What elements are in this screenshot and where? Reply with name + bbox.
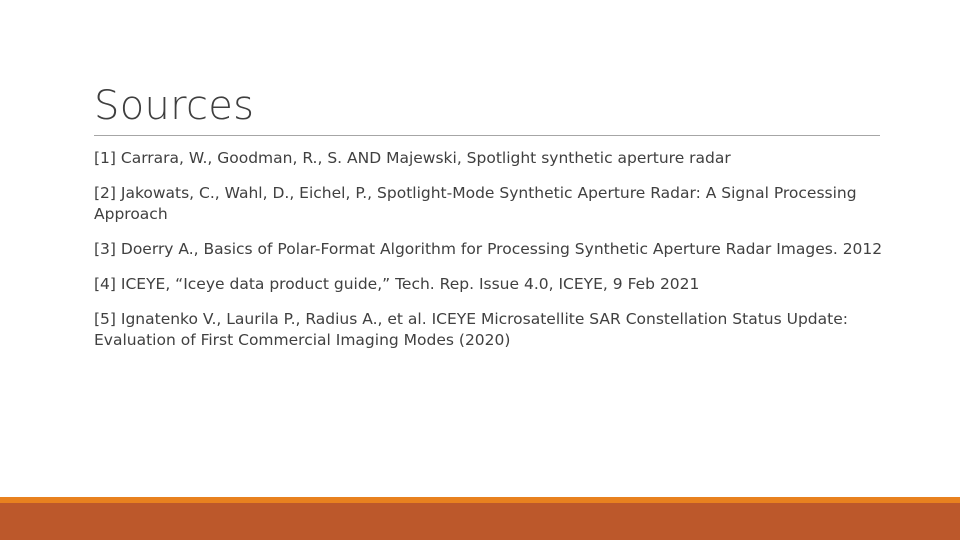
reference-item: [1] Carrara, W., Goodman, R., S. AND Majewski, Spotlight synthetic aperture radar [94, 149, 731, 167]
reference-item: [5] Ignatenko V., Laurila P., Radius A., et al. ICEYE Microsatellite SAR Constellation Status Update: Evaluation of First Commercial Imaging Modes (2020) [94, 310, 848, 349]
footer-band [0, 503, 960, 540]
slide-title: Sources [94, 83, 255, 129]
reference-item: [3] Doerry A., Basics of Polar-Format Algorithm for Processing Synthetic Aperture Radar Images. 2012 [94, 240, 883, 258]
reference-item: [4] ICEYE, “Iceye data product guide,” Tech. Rep. Issue 4.0, ICEYE, 9 Feb 2021 [94, 275, 700, 293]
title-divider [94, 135, 880, 136]
reference-item: [2] Jakowats, C., Wahl, D., Eichel, P., Spotlight-Mode Synthetic Aperture Radar: A Signal Processing Approach [94, 184, 857, 223]
reference-list [94, 148, 894, 365]
